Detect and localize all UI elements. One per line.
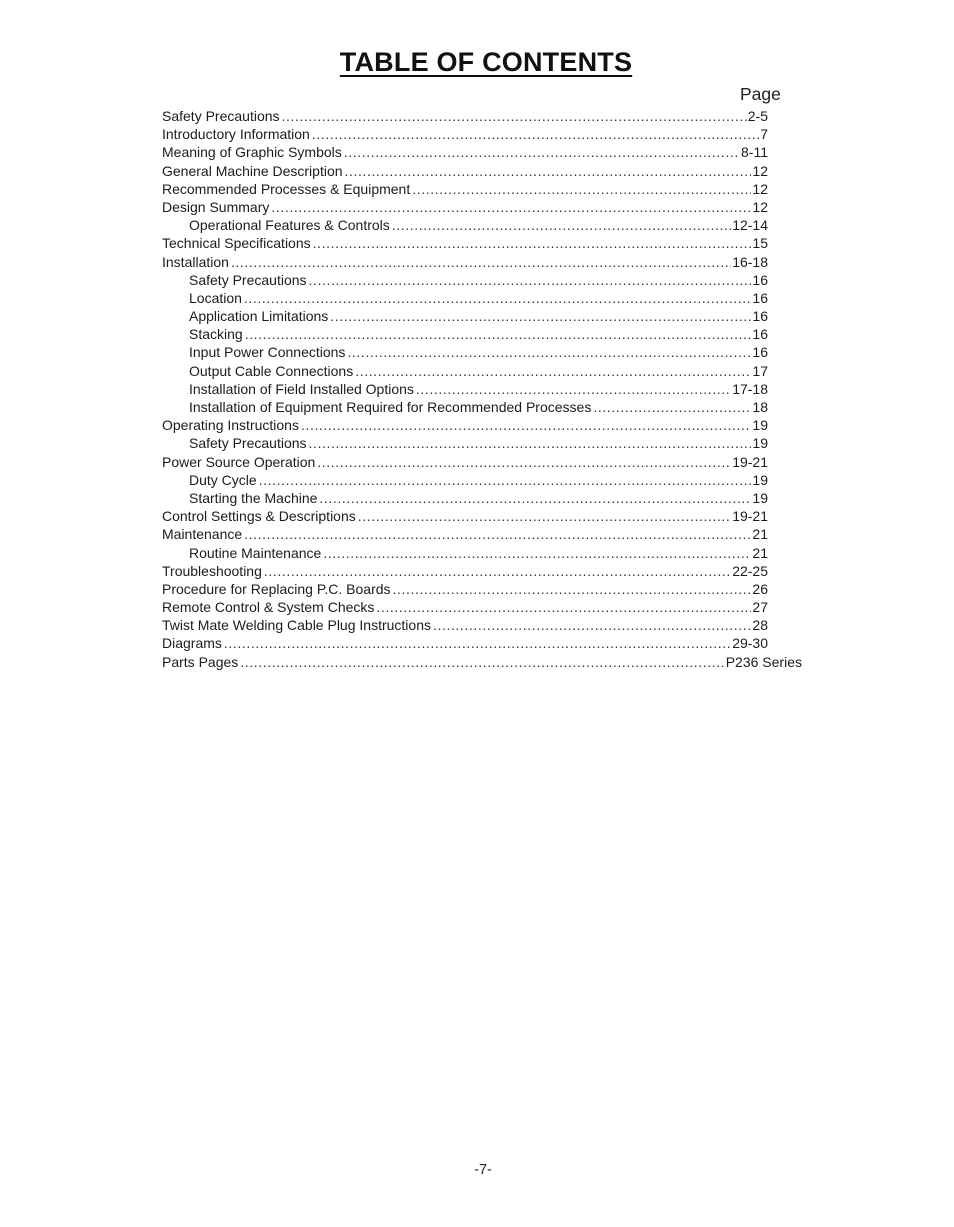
toc-entry-page: 19 — [752, 435, 768, 452]
toc-entry-line — [162, 653, 802, 671]
toc-entry-label: Safety Precautions — [189, 271, 307, 288]
toc-entry-label: Procedure for Replacing P.C. Boards — [162, 580, 391, 597]
toc-entry-label: Output Cable Connections — [189, 362, 354, 379]
toc-entry[interactable] — [162, 180, 822, 198]
toc-entry[interactable] — [162, 198, 822, 216]
dot-leader — [231, 253, 731, 271]
toc-entry[interactable] — [162, 489, 822, 507]
toc-entry-page: 19 — [752, 471, 768, 488]
dot-leader — [376, 598, 751, 616]
toc-entry[interactable] — [162, 562, 822, 580]
toc-entry[interactable] — [162, 162, 822, 180]
toc-entry-line — [189, 289, 768, 307]
toc-entry[interactable] — [162, 507, 822, 525]
toc-entry-page: 19 — [752, 417, 768, 434]
dot-leader — [301, 416, 751, 434]
toc-entry-label: Diagrams — [162, 635, 222, 652]
toc-entry-line — [162, 253, 768, 271]
toc-entry[interactable] — [162, 107, 822, 125]
toc-entry-label: Input Power Connections — [189, 344, 346, 361]
toc-entry-label: Operational Features & Controls — [189, 217, 390, 234]
toc-entry[interactable] — [162, 289, 822, 307]
toc-entry-line — [162, 416, 768, 434]
toc-entry-line — [162, 580, 768, 598]
toc-entry-line — [162, 634, 768, 652]
toc-entry[interactable] — [162, 125, 822, 143]
toc-entry[interactable] — [162, 434, 822, 452]
toc-entry-line — [189, 271, 768, 289]
dot-leader — [330, 307, 751, 325]
toc-entry-label: Operating Instructions — [162, 417, 299, 434]
toc-entry-label: Duty Cycle — [189, 471, 257, 488]
dot-leader — [259, 471, 752, 489]
toc-entry-page: 19-21 — [732, 453, 768, 470]
toc-entry-line — [162, 143, 768, 161]
toc-entry-label: Design Summary — [162, 198, 270, 215]
toc-entry-label: Twist Mate Welding Cable Plug Instructions — [162, 617, 431, 634]
toc-entry-page: 22-25 — [732, 562, 768, 579]
toc-entry-label: Maintenance — [162, 526, 243, 543]
toc-entry-line — [189, 544, 768, 562]
dot-leader — [313, 234, 752, 252]
toc-entry-line — [162, 198, 768, 216]
toc-entry-line — [189, 325, 768, 343]
toc-entry[interactable] — [162, 580, 822, 598]
page-title: TABLE OF CONTENTS — [339, 47, 633, 77]
toc-entry[interactable] — [162, 525, 822, 543]
toc-entry-line — [162, 180, 768, 198]
toc-entry-page: 12-14 — [732, 217, 768, 234]
toc-entry-label: Technical Specifications — [162, 235, 311, 252]
toc-entry-label: Recommended Processes & Equipment — [162, 180, 411, 197]
dot-leader — [416, 380, 731, 398]
toc-entry-line — [189, 434, 768, 452]
toc-entry-line — [162, 234, 768, 252]
toc-entry-page: 28 — [752, 617, 768, 634]
dot-leader — [309, 271, 752, 289]
toc-entry-page: 16 — [752, 271, 768, 288]
page-column-heading: Page — [740, 84, 781, 104]
toc-entry[interactable] — [162, 544, 822, 562]
toc-entry-line — [189, 489, 768, 507]
toc-entry-line — [189, 380, 768, 398]
toc-entry-label: Safety Precautions — [162, 108, 280, 124]
dot-leader — [433, 616, 751, 634]
dot-leader — [244, 289, 751, 307]
toc-entry-line — [162, 453, 768, 471]
toc-entry-page: 16 — [752, 289, 768, 306]
toc-entry-page: 29-30 — [732, 635, 768, 652]
toc-entry-page: 16-18 — [732, 253, 768, 270]
toc-entry-page: 21 — [752, 544, 768, 561]
dot-leader — [347, 343, 751, 361]
toc-entry[interactable] — [162, 253, 822, 271]
toc-entry-page: P236 Series — [725, 653, 802, 670]
toc-entry[interactable] — [162, 216, 822, 234]
toc-entry-page: 19 — [752, 489, 768, 506]
toc-entry[interactable] — [162, 634, 822, 652]
toc-entry-line — [162, 107, 768, 125]
toc-entry-line — [162, 162, 768, 180]
toc-entry-page: 12 — [752, 198, 768, 215]
toc-entry-page: 26 — [752, 580, 768, 597]
toc-entry-line — [189, 343, 768, 361]
toc-entry-line — [189, 216, 768, 234]
dot-leader — [323, 544, 751, 562]
dot-leader — [393, 580, 752, 598]
dot-leader — [317, 453, 731, 471]
dot-leader — [282, 107, 747, 125]
toc-entry-line — [162, 562, 768, 580]
toc-entry-label: Parts Pages — [162, 653, 239, 670]
toc-entry[interactable] — [162, 325, 822, 343]
toc-entry[interactable] — [162, 398, 822, 416]
toc-entry-label: Meaning of Graphic Symbols — [162, 144, 342, 161]
dot-leader — [319, 489, 751, 507]
toc-entry-line — [162, 125, 768, 143]
toc-entry-page: 17 — [752, 362, 768, 379]
toc-entry-line — [189, 398, 768, 416]
dot-leader — [392, 216, 731, 234]
toc-entry[interactable] — [162, 234, 822, 252]
toc-entry-label: Routine Maintenance — [189, 544, 322, 561]
dot-leader — [412, 180, 751, 198]
dot-leader — [244, 525, 751, 543]
dot-leader — [240, 653, 724, 671]
dot-leader — [345, 162, 752, 180]
toc-entry[interactable] — [162, 380, 822, 398]
toc-entry-line — [189, 362, 768, 380]
toc-entry-label: Power Source Operation — [162, 453, 316, 470]
toc-entry-line — [162, 598, 768, 616]
toc-entry-page: 2-5 — [747, 108, 768, 124]
table-of-contents — [162, 107, 822, 671]
toc-entry-label: Installation of Field Installed Options — [189, 380, 414, 397]
toc-entry-page: 12 — [752, 162, 768, 179]
dot-leader — [224, 634, 731, 652]
dot-leader — [358, 507, 731, 525]
toc-entry-line — [162, 525, 768, 543]
dot-leader — [264, 562, 731, 580]
toc-entry-page: 18 — [752, 399, 768, 415]
toc-entry-page: 12 — [752, 180, 768, 197]
toc-entry[interactable] — [162, 616, 822, 634]
toc-entry[interactable] — [162, 598, 822, 616]
toc-entry-line — [189, 307, 768, 325]
toc-entry[interactable] — [162, 471, 822, 489]
toc-entry-label: Application Limitations — [189, 308, 329, 325]
dot-leader — [312, 125, 759, 143]
toc-entry-line — [189, 471, 768, 489]
dot-leader — [271, 198, 751, 216]
toc-entry-page: 16 — [752, 344, 768, 361]
toc-entry[interactable] — [162, 653, 822, 671]
toc-entry[interactable] — [162, 343, 822, 361]
toc-entry-label: Stacking — [189, 326, 243, 343]
toc-entry-label: Safety Precautions — [189, 435, 307, 452]
toc-entry-line — [162, 616, 768, 634]
page-number-footer: -7- — [474, 1162, 492, 1178]
toc-entry-page: 19-21 — [732, 508, 768, 525]
toc-entry-label: Remote Control & System Checks — [162, 599, 375, 616]
dot-leader — [309, 434, 752, 452]
toc-entry[interactable] — [162, 271, 822, 289]
toc-entry-label: Installation of Equipment Required for Recommended Processes — [189, 399, 592, 415]
toc-entry-label: Starting the Machine — [189, 489, 318, 506]
toc-entry-label: Location — [189, 289, 242, 306]
toc-entry-label: Introductory Information — [162, 126, 310, 143]
toc-entry-page: 16 — [752, 326, 768, 343]
toc-entry[interactable] — [162, 143, 822, 161]
dot-leader — [593, 398, 751, 416]
toc-entry[interactable] — [162, 416, 822, 434]
toc-entry-page: 7 — [760, 126, 768, 143]
dot-leader — [344, 143, 740, 161]
toc-entry-page: 21 — [752, 526, 768, 543]
dot-leader — [355, 362, 751, 380]
toc-entry-label: Troubleshooting — [162, 562, 262, 579]
toc-entry-page: 17-18 — [732, 380, 768, 397]
toc-entry-page: 16 — [752, 308, 768, 325]
toc-entry[interactable] — [162, 362, 822, 380]
toc-entry[interactable] — [162, 453, 822, 471]
toc-entry[interactable] — [162, 307, 822, 325]
toc-entry-label: Control Settings & Descriptions — [162, 508, 356, 525]
toc-entry-page: 8-11 — [741, 144, 768, 161]
toc-entry-page: 27 — [752, 599, 768, 616]
toc-entry-page: 15 — [752, 235, 768, 252]
toc-entry-label: General Machine Description — [162, 162, 343, 179]
toc-entry-label: Installation — [162, 253, 229, 270]
dot-leader — [245, 325, 752, 343]
toc-entry-line — [162, 507, 768, 525]
